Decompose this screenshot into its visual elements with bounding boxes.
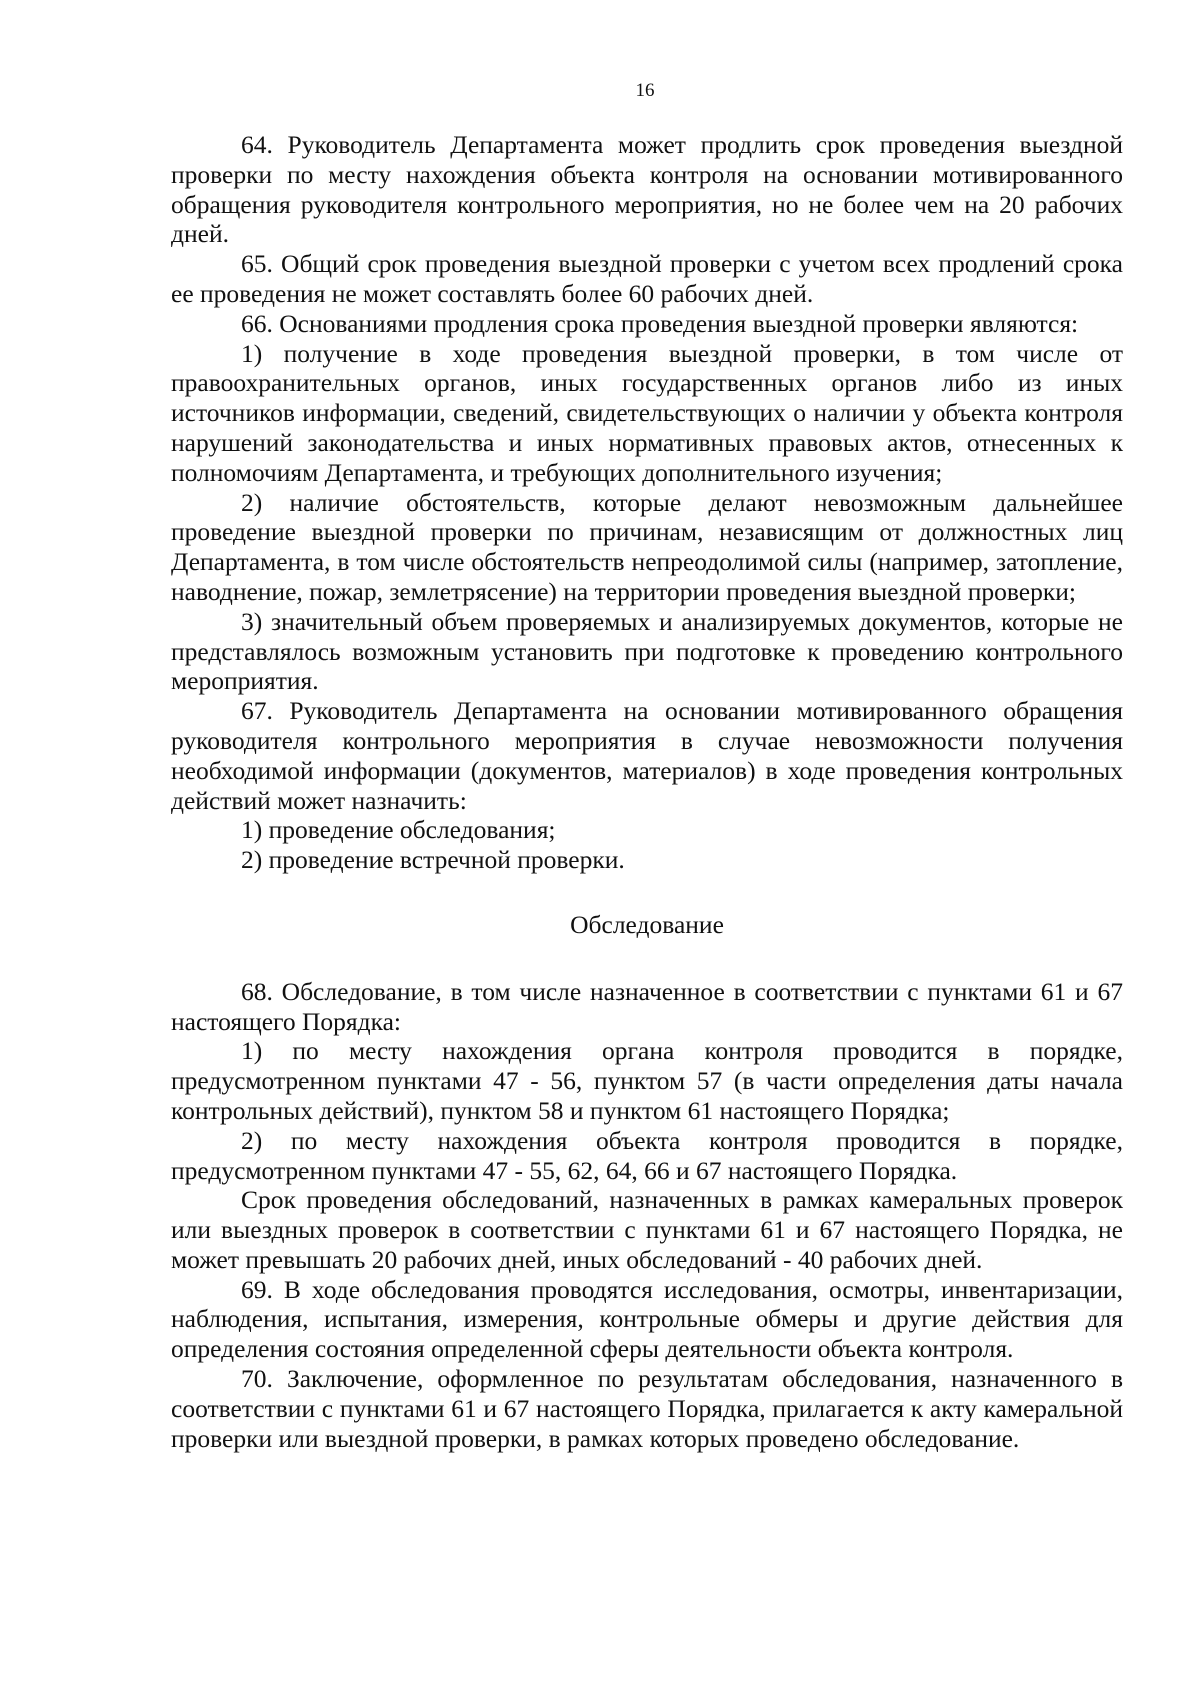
- paragraph-67-item-1: 1) проведение обследования;: [241, 815, 556, 845]
- paragraph-68-item-1: 1) по месту нахождения органа контроля проводится в порядке, предусмотренном пунктами 47 - 56, пунктом 57 (в части определения даты начала контрольных действий), пунктом 58 и пунктом 61 настоящего Порядка;: [171, 1036, 1123, 1125]
- paragraph-68: 68. Обследование, в том числе назначенное в соответствии с пунктами 61 и 67 настоящего Порядка:: [171, 976, 1123, 1036]
- paragraph-67-item-2: 2) проведение встречной проверки.: [241, 845, 625, 875]
- paragraph-69: 69. В ходе обследования проводятся исследования, осмотры, инвентаризации, наблюдения, испытания, измерения, контрольные обмеры и другие действия для определения состояния определенной сферы деятельности объекта контроля.: [171, 1274, 1123, 1364]
- paragraph-66-item-2: 2) наличие обстоятельств, которые делают невозможным дальнейшее проведение выездной проверки по причинам, независящим от должностных лиц Департамента, в том числе обстоятельств непреодолимой силы (например, затопление, наводнение, пожар, землетрясение) на территории проведения выездной проверки;: [171, 487, 1123, 606]
- paragraph-67: 67. Руководитель Департамента на основании мотивированного обращения руководителя контрольного мероприятия в случае невозможности получения необходимой информации (документов, материалов) в ходе проведения контрольных действий может назначить:: [171, 696, 1123, 815]
- paragraph-68-item-2: 2) по месту нахождения объекта контроля проводится в порядке, предусмотренном пунктами 47 - 55, 62, 64, 66 и 67 настоящего Порядка.: [171, 1125, 1123, 1185]
- paragraph-70: 70. Заключение, оформленное по результатам обследования, назначенного в соответствии с пунктами 61 и 67 настоящего Порядка, прилагается к акту камеральной проверки или выездной проверки, в рамках которых проведено обследование.: [171, 1364, 1123, 1453]
- document-body: [171, 130, 1123, 1453]
- paragraph-66-item-1: 1) получение в ходе проведения выездной проверки, в том числе от правоохранительных органов, иных государственных органов либо из иных источников информации, сведений, свидетельствующих о наличии у объекта контроля нарушений законодательства и иных нормативных правовых актов, отнесенных к полномочиям Департамента, и требующих дополнительного изучения;: [171, 338, 1123, 487]
- paragraph-66-item-3: 3) значительный объем проверяемых и анализируемых документов, которые не представлялось возможным установить при подготовке к проведению контрольного мероприятия.: [171, 606, 1123, 696]
- paragraph-68-term: Срок проведения обследований, назначенных в рамках камеральных проверок или выездных проверок в соответствии с пунктами 61 и 67 настоящего Порядка, не может превышать 20 рабочих дней, иных обследований - 40 рабочих дней.: [171, 1185, 1123, 1274]
- paragraph-65: 65. Общий срок проведения выездной проверки с учетом всех продлений срока ее проведения не может составлять более 60 рабочих дней.: [171, 249, 1123, 308]
- paragraph-66: 66. Основаниями продления срока проведения выездной проверки являются:: [241, 308, 1079, 338]
- paragraph-64: 64. Руководитель Департамента может продлить срок проведения выездной проверки по месту нахождения объекта контроля на основании мотивированного обращения руководителя контрольного мероприятия, но не более чем на 20 рабочих дней.: [171, 130, 1123, 249]
- page-number: 16: [635, 80, 655, 101]
- section-heading: Обследование: [570, 909, 724, 939]
